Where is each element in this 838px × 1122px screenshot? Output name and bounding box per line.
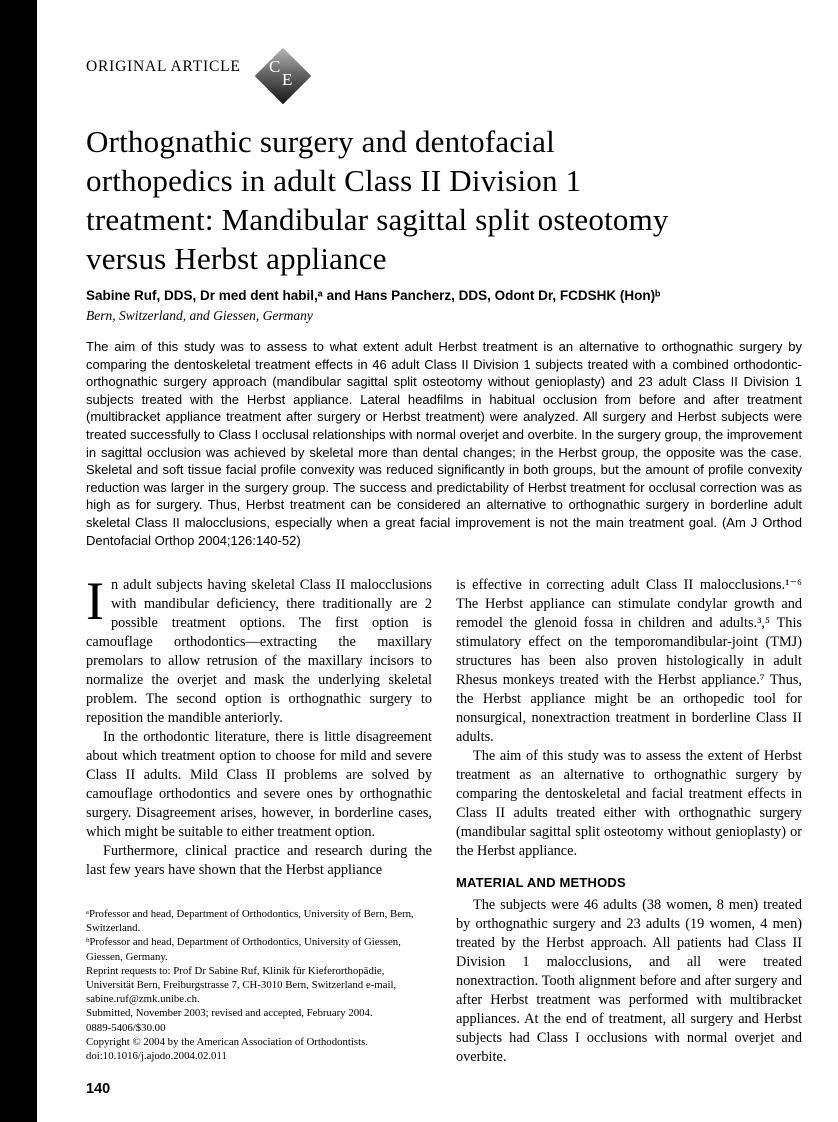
footnotes-block (86, 897, 432, 1063)
left-column (86, 571, 432, 1063)
body-paragraph: In the orthodontic literature, there is little disagreement about which treatment option to choose for mild and severe Class II adults. Mild Class II problems are solved by camouflage orthodontics and severe ones by orthognathic surgery. Disagreement arises, however, in borderline cases, which might be suitable to either treatment option. (86, 729, 432, 841)
footnote: Submitted, November 2003; revised and accepted, February 2004. (86, 1007, 373, 1020)
footnote: Reprint requests to: Prof Dr Sabine Ruf, Klinik für Kieferorthopädie, Universität Bern, Freiburgstrasse 7, CH-3010 Bern, Switzerland e-mail, sabine.ruf@zmk.unibe.ch. (86, 964, 397, 1006)
page-number: 140 (86, 1081, 111, 1098)
abstract-text: The aim of this study was to assess to what extent adult Herbst treatment is an alternative to orthognathic surgery by comparing the dentoskeletal treatment effects in 46 adult Class II Division 1 subjects treated with a combined orthodontic-orthognathic surgery approach (mandibular sagittal split osteotomy without genioplasty) and 23 adult Class II Division 1 subjects treated with the Herbst appliance. Lateral headfilms in habitual occlusion from before and after treatment (multibracket appliance treatment after surgery or Herbst treatment) were analyzed. All surgery and Herbst subjects were treated successfully to Class I occlusal relationships with normal overjet and overbite. In the surgery group, the improvement in sagittal occlusion was achieved by skeletal more than dental changes; in the Herbst group, the opposite was the case. Skeletal and soft tissue facial profile convexity was reduced significantly in both groups, but the amount of profile convexity reduction was larger in the surgery group. The success and predictability of Herbst treatment for occlusal correction was as high as for surgery. Thus, Herbst treatment can be considered an alternative to orthognathic surgery in borderline adult skeletal Class II malocclusions, especially when a great facial improvement is not the main treatment goal. (Am J Orthod Dentofacial Orthop 2004;126:140-52) (86, 339, 802, 548)
ce-letter-c: C (268, 57, 280, 76)
article-header (86, 50, 802, 108)
body-paragraph (86, 571, 432, 728)
body-columns (86, 571, 802, 1067)
section-heading-material-methods: MATERIAL AND METHODS (456, 875, 626, 891)
author-line: Sabine Ruf, DDS, Dr med dent habil,ᵃ and Hans Pancherz, DDS, Odont Dr, FCDSHK (Hon)ᵇ (86, 288, 661, 303)
article-title-line: versus Herbst appliance (86, 241, 387, 276)
page-edge-bar (0, 0, 37, 1122)
ce-badge-icon (254, 48, 311, 105)
footnote: ᵃProfessor and head, Department of Orthodontics, University of Bern, Bern, Switzerland. (86, 907, 414, 935)
article-title-line: treatment: Mandibular sagittal split osteotomy (86, 202, 669, 237)
affiliation-line: Bern, Switzerland, and Giessen, Germany (86, 308, 313, 323)
article-title-line: orthopedics in adult Class II Division 1 (86, 163, 582, 198)
dropcap-letter: I (86, 571, 104, 632)
footnote: Copyright © 2004 by the American Association of Orthodontists. (86, 1035, 368, 1048)
article-title-line: Orthognathic surgery and dentofacial (86, 124, 555, 159)
ce-badge-letters (263, 56, 303, 96)
right-column (456, 576, 802, 1067)
footnote: doi:10.1016/j.ajodo.2004.02.011 (86, 1049, 227, 1062)
article-type-label: ORIGINAL ARTICLE (86, 58, 241, 75)
body-paragraph: Furthermore, clinical practice and research during the last few years have shown that the Herbst appliance (86, 843, 432, 879)
article-title (86, 122, 802, 278)
ce-letter-e: E (281, 70, 293, 89)
body-paragraph: is effective in correcting adult Class II malocclusions.¹⁻⁶ The Herbst appliance can stimulate condylar growth and remodel the glenoid fossa in children and adults.³,⁵ This stimulatory effect on the temporomandibular-joint (TMJ) structures has been also proven histologically in adult Rhesus monkeys treated with the Herbst appliance.⁷ Thus, the Herbst appliance might be an orthopedic tool for nonsurgical, nonextraction treatment in borderline Class II adults. (456, 577, 802, 746)
footnote: ᵇProfessor and head, Department of Orthodontics, University of Giessen, Giessen, Germany. (86, 936, 401, 963)
page-content (86, 0, 802, 1097)
footnote: 0889-5406/$30.00 (86, 1021, 166, 1034)
body-paragraph: The aim of this study was to assess the extent of Herbst treatment as an alternative to orthognathic surgery by comparing the dentoskeletal and facial treatment effects in Class II adults treated either with orthognathic surgery (mandibular sagittal split osteotomy without genioplasty) or the Herbst appliance. (456, 748, 802, 860)
body-paragraph-text: n adult subjects having skeletal Class II malocclusions with mandibular deficiency, there traditionally are 2 possible treatment options. The first option is camouflage orthodontics—extracting the maxillary premolars to allow retrusion of the maxillary incisors to normalize the overjet and mask the underlying skeletal problem. The second option is orthognathic surgery to reposition the mandible anteriorly. (86, 577, 432, 727)
body-paragraph: The subjects were 46 adults (38 women, 8 men) treated by orthognathic surgery and 23 adults (19 women, 4 men) treated by the Herbst approach. All patients had Class II Division 1 malocclusions, and all were treated nonextraction. Tooth alignment before and after surgery and after Herbst treatment was performed with multibracket appliances. At the end of treatment, all surgery and Herbst subjects had Class I occlusions with normal overjet and overbite. (456, 897, 802, 1066)
